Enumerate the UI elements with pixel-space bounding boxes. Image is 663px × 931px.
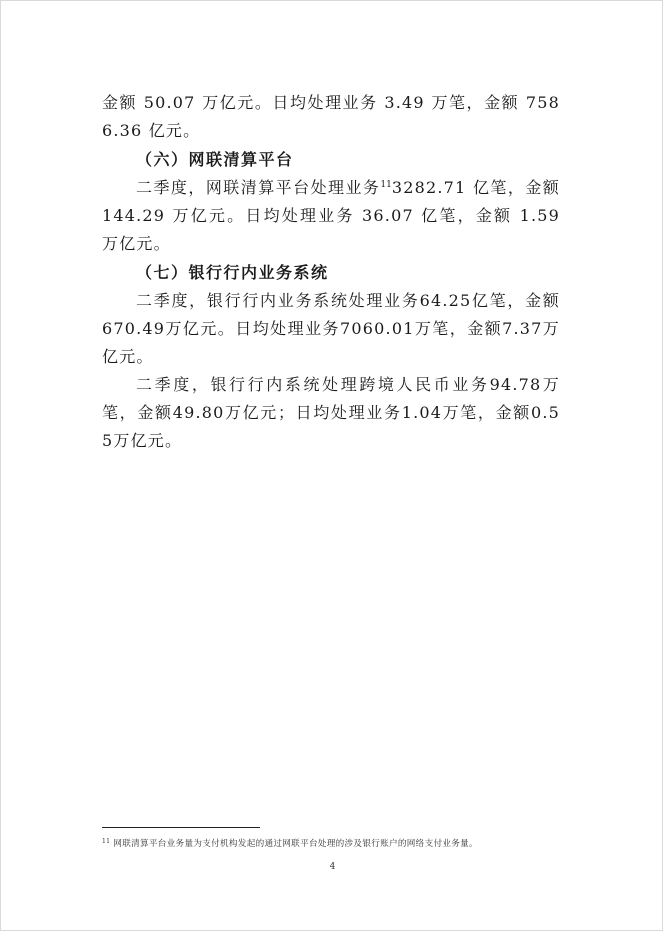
footnote-reference[interactable]: 11 — [380, 180, 392, 190]
paragraph-netunion — [102, 174, 560, 258]
footnote-separator — [102, 827, 260, 828]
paragraph-bank-internal: 二季度，银行行内业务系统处理业务64.25亿笔，金额670.49万亿元。日均处理业务7060.01万笔，金额7.37万亿元。 — [102, 291, 560, 366]
section-heading-bank-internal: （七）银行行内业务系统 — [136, 263, 329, 282]
page-number: 4 — [329, 862, 336, 872]
paragraph-continued-amounts: 金额 50.07 万亿元。日均处理业务 3.49 万笔，金额 7586.36 亿元。 — [102, 93, 560, 140]
section-heading-netunion: （六）网联清算平台 — [136, 150, 294, 169]
footnote — [102, 837, 572, 849]
paragraph-cross-border-rmb: 二季度，银行行内系统处理跨境人民币业务94.78万笔，金额49.80万亿元；日均处理业务1.04万笔，金额0.55万亿元。 — [102, 375, 560, 450]
footnote-text: 网联清算平台业务量为支付机构发起的通过网联平台处理的涉及银行账户的网络支付业务量。 — [113, 839, 478, 849]
footnote-marker: 11 — [102, 838, 111, 845]
body-text — [102, 89, 560, 455]
paragraph-netunion-lead: 二季度，网联清算平台处理业务 — [136, 178, 381, 197]
paragraph-netunion-rest: 3282.71 亿笔，金额 144.29 万亿元。日均处理业务 36.07 亿笔，金额 1.59 万亿元。 — [102, 178, 560, 253]
